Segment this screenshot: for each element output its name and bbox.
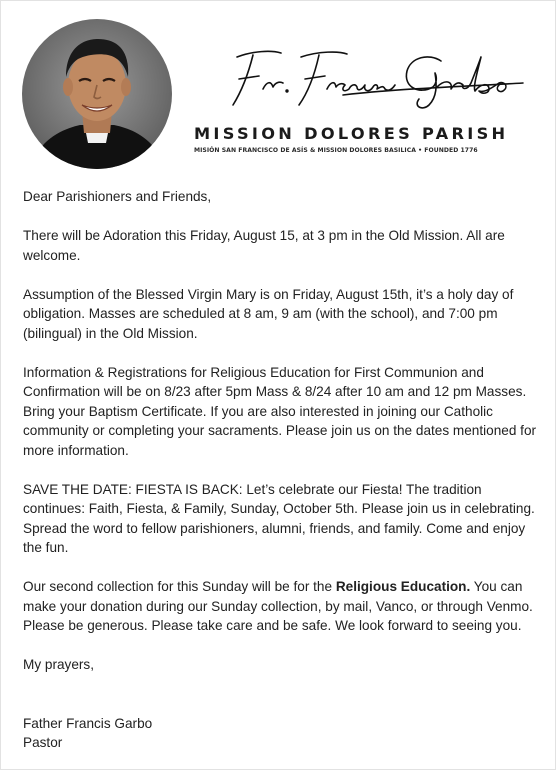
paragraph-fiesta: SAVE THE DATE: FIESTA IS BACK: Let’s celebrate our Fiesta! The tradition continues: Faith, Fiesta, & Family, Sunday, October 5th. Please join us in celebrating. Spread the word to fellow parishioners, alumni, friends, and family. Come and enjoy the fun. xyxy=(23,481,535,555)
collection-text-before: Our second collection for this Sunday will be for the xyxy=(23,579,336,594)
paragraph-adoration: There will be Adoration this Friday, August 15, at 3 pm in the Old Mission. All are welcome. xyxy=(23,228,505,263)
parish-name: MISSION DOLORES PARISH xyxy=(194,124,509,143)
paragraph-second-collection xyxy=(23,577,539,636)
letter-header xyxy=(1,1,556,176)
pastor-photo xyxy=(22,19,172,169)
closing: My prayers, xyxy=(23,657,95,672)
paragraph-assumption: Assumption of the Blessed Virgin Mary is on Friday, August 15th, it’s a holy day of obligation. Masses are scheduled at 8 am, 9 am (with the school), and 7:00 pm (bilingual) in the Old Mission. xyxy=(23,286,514,341)
signature-script-logo xyxy=(223,43,533,113)
letter-body xyxy=(23,187,539,753)
paragraph-religious-education: Information & Registrations for Religious Education for First Communion and Confirmation will be on 8/23 after 5pm Mass & 8/24 after 10 am and 12 pm Masses. Bring your Baptism Certificate. If you are also interested in joining our Catholic community or completing your sacraments. Please join us on the dates mentioned for more information. xyxy=(23,364,537,458)
greeting: Dear Parishioners and Friends, xyxy=(23,189,212,204)
signer-title: Pastor xyxy=(23,735,63,750)
collection-highlight: Religious Education. xyxy=(335,579,471,594)
collection-text-after: You can make your donation during our Sunday collection, by mail, Vanco, or through Venmo. Please be generous. Please take care and be safe. We look forward to seeing you. xyxy=(23,579,533,633)
parish-subtitle: MISIÓN SAN FRANCISCO DE ASÍS & MISSION DOLORES BASILICA • FOUNDED 1776 xyxy=(194,147,478,154)
signer-name: Father Francis Garbo xyxy=(23,715,153,731)
